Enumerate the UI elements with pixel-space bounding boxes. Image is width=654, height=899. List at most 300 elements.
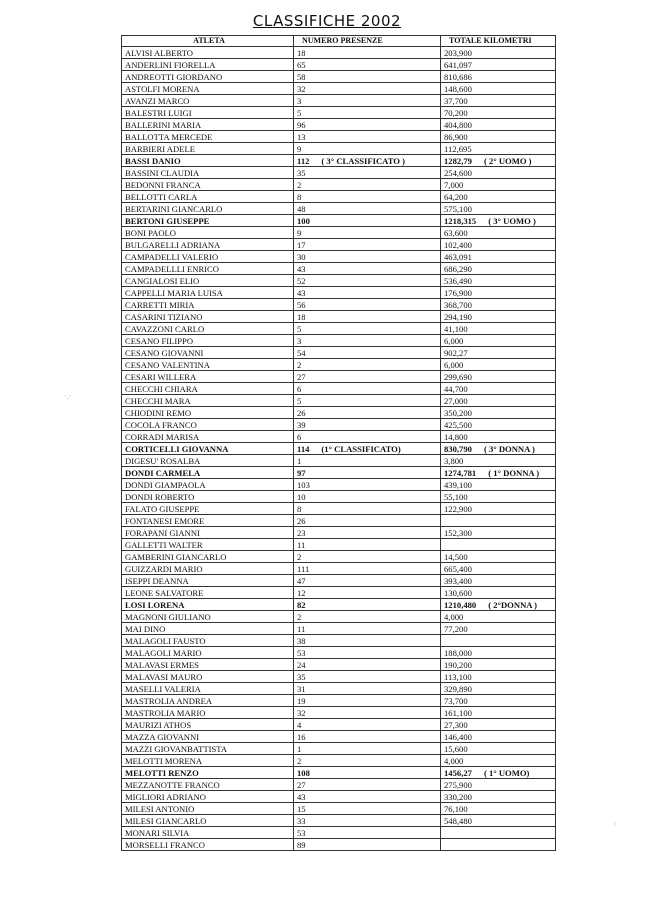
total-km: 368,700 bbox=[444, 299, 472, 310]
presence-count: 6 bbox=[297, 383, 302, 394]
total-km-cell bbox=[441, 431, 556, 443]
athlete-name: CHECCHI CHIARA bbox=[122, 383, 294, 395]
table-row bbox=[122, 383, 556, 395]
presence-count: 103 bbox=[297, 479, 310, 490]
total-km-cell bbox=[441, 575, 556, 587]
total-km: 37,700 bbox=[444, 95, 468, 106]
table-row bbox=[122, 215, 556, 227]
total-km-cell bbox=[441, 803, 556, 815]
total-km: 203,900 bbox=[444, 47, 472, 58]
table-row bbox=[122, 347, 556, 359]
presence-count-cell bbox=[294, 611, 441, 623]
total-km-cell bbox=[441, 131, 556, 143]
total-km-cell bbox=[441, 707, 556, 719]
total-km: 463,091 bbox=[444, 251, 472, 262]
table-row bbox=[122, 335, 556, 347]
total-km: 665,400 bbox=[444, 563, 472, 574]
presence-count: 6 bbox=[297, 431, 302, 442]
total-km: 112,695 bbox=[444, 143, 472, 154]
total-km: 575,100 bbox=[444, 203, 472, 214]
table-row bbox=[122, 239, 556, 251]
gender-ranking-note: ( 3° DONNA ) bbox=[483, 443, 535, 454]
presence-count: 11 bbox=[297, 623, 306, 634]
total-km: 830,790 bbox=[444, 443, 472, 454]
total-km-cell bbox=[441, 647, 556, 659]
table-row bbox=[122, 227, 556, 239]
athlete-name: BASSI DANIO bbox=[122, 155, 294, 167]
athlete-name: MELOTTI RENZO bbox=[122, 767, 294, 779]
presence-count: 2 bbox=[297, 551, 302, 562]
total-km: 254,600 bbox=[444, 167, 472, 178]
presence-count-cell bbox=[294, 287, 441, 299]
presence-count-cell bbox=[294, 107, 441, 119]
table-row bbox=[122, 707, 556, 719]
total-km: 188,000 bbox=[444, 647, 472, 658]
total-km: 86,900 bbox=[444, 131, 468, 142]
athlete-name: DONDI GIAMPAOLA bbox=[122, 479, 294, 491]
total-km: 3,800 bbox=[444, 455, 464, 466]
table-row bbox=[122, 71, 556, 83]
total-km-cell bbox=[441, 227, 556, 239]
presence-count-cell bbox=[294, 215, 441, 227]
presence-count: 53 bbox=[297, 647, 306, 658]
athlete-name: MALAGOLI FAUSTO bbox=[122, 635, 294, 647]
total-km-cell bbox=[441, 791, 556, 803]
total-km-cell bbox=[441, 491, 556, 503]
total-km: 77,200 bbox=[444, 623, 468, 634]
athlete-name: FONTANESI EMORE bbox=[122, 515, 294, 527]
total-km: 1456,27 bbox=[444, 767, 472, 778]
gender-ranking-note: ( 1° UOMO) bbox=[483, 767, 530, 778]
presence-count-cell bbox=[294, 95, 441, 107]
table-row bbox=[122, 647, 556, 659]
total-km: 44,700 bbox=[444, 383, 468, 394]
athlete-name: LOSI LORENA bbox=[122, 599, 294, 611]
presence-count: 2 bbox=[297, 611, 302, 622]
athlete-name: BARBIERI ADELE bbox=[122, 143, 294, 155]
table-row bbox=[122, 623, 556, 635]
total-km-cell bbox=[441, 815, 556, 827]
presence-count-cell bbox=[294, 131, 441, 143]
athlete-name: MALAGOLI MARIO bbox=[122, 647, 294, 659]
table-body bbox=[122, 47, 556, 851]
presence-count: 96 bbox=[297, 119, 306, 130]
total-km: 1282,79 bbox=[444, 155, 472, 166]
table-row bbox=[122, 371, 556, 383]
table-row bbox=[122, 755, 556, 767]
table-row bbox=[122, 431, 556, 443]
total-km-cell bbox=[441, 659, 556, 671]
presence-count-cell bbox=[294, 83, 441, 95]
total-km-cell bbox=[441, 203, 556, 215]
total-km: 63,600 bbox=[444, 227, 468, 238]
presence-count: 17 bbox=[297, 239, 306, 250]
scan-speck: ·.· bbox=[64, 392, 72, 401]
total-km-cell bbox=[441, 527, 556, 539]
presence-count-cell bbox=[294, 143, 441, 155]
table-row bbox=[122, 743, 556, 755]
presence-count-cell bbox=[294, 119, 441, 131]
gender-ranking-note: ( 2° UOMO ) bbox=[483, 155, 532, 166]
table-row bbox=[122, 455, 556, 467]
presence-count-cell bbox=[294, 503, 441, 515]
presence-count-cell bbox=[294, 803, 441, 815]
total-km-cell bbox=[441, 827, 556, 839]
presence-count-cell bbox=[294, 623, 441, 635]
table-row bbox=[122, 179, 556, 191]
presence-count: 11 bbox=[297, 539, 306, 550]
table-row bbox=[122, 467, 556, 479]
presence-count-cell bbox=[294, 707, 441, 719]
presence-count: 89 bbox=[297, 839, 306, 850]
total-km-cell bbox=[441, 323, 556, 335]
athlete-name: MAI DINO bbox=[122, 623, 294, 635]
presence-count: 56 bbox=[297, 299, 306, 310]
total-km: 64,200 bbox=[444, 191, 468, 202]
athlete-name: CORRADI MARISA bbox=[122, 431, 294, 443]
table-row bbox=[122, 83, 556, 95]
presence-count-cell bbox=[294, 479, 441, 491]
presence-count-cell bbox=[294, 455, 441, 467]
athlete-name: BELLOTTI CARLA bbox=[122, 191, 294, 203]
total-km: 7,000 bbox=[444, 179, 464, 190]
presence-count: 52 bbox=[297, 275, 306, 286]
total-km-cell bbox=[441, 443, 556, 455]
table-row bbox=[122, 515, 556, 527]
presence-count: 58 bbox=[297, 71, 306, 82]
athlete-name: FORAPANI GIANNI bbox=[122, 527, 294, 539]
presence-count: 9 bbox=[297, 143, 302, 154]
presence-count-cell bbox=[294, 191, 441, 203]
total-km: 810,686 bbox=[444, 71, 472, 82]
total-km-cell bbox=[441, 275, 556, 287]
table-row bbox=[122, 803, 556, 815]
presence-count: 108 bbox=[297, 767, 310, 778]
total-km-cell bbox=[441, 83, 556, 95]
table-row bbox=[122, 311, 556, 323]
total-km-cell bbox=[441, 455, 556, 467]
presence-count: 43 bbox=[297, 263, 306, 274]
table-row bbox=[122, 827, 556, 839]
athlete-name: LEONE SALVATORE bbox=[122, 587, 294, 599]
table-row bbox=[122, 683, 556, 695]
athlete-name: CESARI WILLERA bbox=[122, 371, 294, 383]
header-totale-kilometri: TOTALE KILOMETRI bbox=[441, 36, 556, 47]
total-km-cell bbox=[441, 119, 556, 131]
total-km-cell bbox=[441, 407, 556, 419]
total-km-cell bbox=[441, 671, 556, 683]
total-km-cell bbox=[441, 335, 556, 347]
total-km: 70,200 bbox=[444, 107, 468, 118]
athlete-name: BASSINI CLAUDIA bbox=[122, 167, 294, 179]
presence-count: 30 bbox=[297, 251, 306, 262]
total-km-cell bbox=[441, 395, 556, 407]
total-km-cell bbox=[441, 779, 556, 791]
total-km-cell bbox=[441, 719, 556, 731]
total-km: 152,300 bbox=[444, 527, 472, 538]
presence-count: 35 bbox=[297, 671, 306, 682]
presence-count-cell bbox=[294, 683, 441, 695]
table-row bbox=[122, 299, 556, 311]
presence-count-cell bbox=[294, 791, 441, 803]
total-km: 404,800 bbox=[444, 119, 472, 130]
athlete-name: ASTOLFI MORENA bbox=[122, 83, 294, 95]
total-km: 393,400 bbox=[444, 575, 472, 586]
header-atleta: ATLETA bbox=[122, 36, 294, 47]
athlete-name: CAVAZZONI CARLO bbox=[122, 323, 294, 335]
total-km: 113,100 bbox=[444, 671, 472, 682]
total-km: 102,400 bbox=[444, 239, 472, 250]
total-km: 146,400 bbox=[444, 731, 472, 742]
presence-count-cell bbox=[294, 239, 441, 251]
presence-count-cell bbox=[294, 515, 441, 527]
presence-count: 5 bbox=[297, 107, 302, 118]
presence-count: 12 bbox=[297, 587, 306, 598]
presence-count-cell bbox=[294, 491, 441, 503]
total-km: 76,100 bbox=[444, 803, 468, 814]
table-row bbox=[122, 527, 556, 539]
total-km-cell bbox=[441, 419, 556, 431]
athlete-name: BEDONNI FRANCA bbox=[122, 179, 294, 191]
total-km-cell bbox=[441, 191, 556, 203]
presence-count: 2 bbox=[297, 359, 302, 370]
athlete-name: MILESI GIANCARLO bbox=[122, 815, 294, 827]
athlete-name: MAURIZI ATHOS bbox=[122, 719, 294, 731]
presence-count: 39 bbox=[297, 419, 306, 430]
total-km-cell bbox=[441, 167, 556, 179]
athlete-name: MAZZI GIOVANBATTISTA bbox=[122, 743, 294, 755]
total-km: 15,600 bbox=[444, 743, 468, 754]
total-km-cell bbox=[441, 467, 556, 479]
athlete-name: BULGARELLI ADRIANA bbox=[122, 239, 294, 251]
presence-count-cell bbox=[294, 599, 441, 611]
total-km-cell bbox=[441, 239, 556, 251]
presence-count-cell bbox=[294, 839, 441, 851]
athlete-name: ANDREOTTI GIORDANO bbox=[122, 71, 294, 83]
total-km: 148,600 bbox=[444, 83, 472, 94]
presence-count-cell bbox=[294, 743, 441, 755]
table-row bbox=[122, 551, 556, 563]
athlete-name: MASELLI VALERIA bbox=[122, 683, 294, 695]
presence-count: 27 bbox=[297, 779, 306, 790]
presence-count-cell bbox=[294, 299, 441, 311]
total-km-cell bbox=[441, 635, 556, 647]
presence-count-cell bbox=[294, 371, 441, 383]
table-row bbox=[122, 491, 556, 503]
athlete-name: CAPPELLI MARIA LUISA bbox=[122, 287, 294, 299]
total-km: 4,000 bbox=[444, 755, 464, 766]
total-km-cell bbox=[441, 215, 556, 227]
presence-count-cell bbox=[294, 251, 441, 263]
total-km-cell bbox=[441, 263, 556, 275]
athlete-name: CASARINI TIZIANO bbox=[122, 311, 294, 323]
table-row bbox=[122, 191, 556, 203]
total-km-cell bbox=[441, 359, 556, 371]
presence-count: 114 bbox=[297, 443, 310, 454]
athlete-name: CAMPADELLI VALERIO bbox=[122, 251, 294, 263]
presence-count-cell bbox=[294, 575, 441, 587]
table-row bbox=[122, 659, 556, 671]
presence-count: 2 bbox=[297, 755, 302, 766]
total-km-cell bbox=[441, 347, 556, 359]
presence-count-cell bbox=[294, 395, 441, 407]
total-km: 350,200 bbox=[444, 407, 472, 418]
table-row bbox=[122, 587, 556, 599]
total-km-cell bbox=[441, 371, 556, 383]
table-row bbox=[122, 539, 556, 551]
table-row bbox=[122, 791, 556, 803]
total-km-cell bbox=[441, 731, 556, 743]
presence-count-cell bbox=[294, 311, 441, 323]
athlete-name: CANGIALOSI ELIO bbox=[122, 275, 294, 287]
presence-count: 9 bbox=[297, 227, 302, 238]
presence-count-cell bbox=[294, 695, 441, 707]
presence-count: 100 bbox=[297, 215, 310, 226]
presence-count: 8 bbox=[297, 191, 302, 202]
table-row bbox=[122, 779, 556, 791]
gender-ranking-note: ( 3° UOMO ) bbox=[488, 215, 536, 226]
presence-count-cell bbox=[294, 47, 441, 59]
total-km-cell bbox=[441, 623, 556, 635]
athlete-name: BONI PAOLO bbox=[122, 227, 294, 239]
presence-count-cell bbox=[294, 347, 441, 359]
presence-count: 53 bbox=[297, 827, 306, 838]
presence-count: 47 bbox=[297, 575, 306, 586]
total-km: 161,100 bbox=[444, 707, 472, 718]
table-row bbox=[122, 131, 556, 143]
athlete-name: MAZZA GIOVANNI bbox=[122, 731, 294, 743]
ranking-note: (1° CLASSIFICATO) bbox=[321, 443, 401, 454]
total-km: 4,000 bbox=[444, 611, 464, 622]
total-km: 425,500 bbox=[444, 419, 472, 430]
presence-count-cell bbox=[294, 275, 441, 287]
table-row bbox=[122, 407, 556, 419]
athlete-name: MORSELLI FRANCO bbox=[122, 839, 294, 851]
total-km-cell bbox=[441, 71, 556, 83]
presence-count-cell bbox=[294, 467, 441, 479]
athlete-name: CESANO GIOVANNI bbox=[122, 347, 294, 359]
total-km-cell bbox=[441, 503, 556, 515]
presence-count: 18 bbox=[297, 47, 306, 58]
total-km: 122,900 bbox=[444, 503, 472, 514]
total-km-cell bbox=[441, 767, 556, 779]
total-km: 686,290 bbox=[444, 263, 472, 274]
athlete-name: MIGLIORI ADRIANO bbox=[122, 791, 294, 803]
presence-count-cell bbox=[294, 443, 441, 455]
athlete-name: DIGESU' ROSALBA bbox=[122, 455, 294, 467]
athlete-name: ANDERLINI FIORELLA bbox=[122, 59, 294, 71]
athlete-name: BALLERINI MARIA bbox=[122, 119, 294, 131]
presence-count: 48 bbox=[297, 203, 306, 214]
athlete-name: BERTARINI GIANCARLO bbox=[122, 203, 294, 215]
athlete-name: MASTROLIA MARIO bbox=[122, 707, 294, 719]
athlete-name: MAGNONI GIULIANO bbox=[122, 611, 294, 623]
table-row bbox=[122, 719, 556, 731]
gender-ranking-note: ( 1° DONNA ) bbox=[488, 467, 540, 478]
total-km-cell bbox=[441, 683, 556, 695]
total-km-cell bbox=[441, 839, 556, 851]
total-km-cell bbox=[441, 179, 556, 191]
total-km-cell bbox=[441, 599, 556, 611]
table-row bbox=[122, 575, 556, 587]
total-km: 641,097 bbox=[444, 59, 472, 70]
total-km: 294,190 bbox=[444, 311, 472, 322]
athlete-name: CHIODINI REMO bbox=[122, 407, 294, 419]
presence-count-cell bbox=[294, 659, 441, 671]
total-km: 6,000 bbox=[444, 335, 464, 346]
total-km: 439,100 bbox=[444, 479, 472, 490]
presence-count-cell bbox=[294, 719, 441, 731]
table-row bbox=[122, 767, 556, 779]
presence-count-cell bbox=[294, 527, 441, 539]
scan-speck: ⁖ bbox=[612, 820, 617, 829]
presence-count: 15 bbox=[297, 803, 306, 814]
table-row bbox=[122, 167, 556, 179]
athlete-name: BERTONI GIUSEPPE bbox=[122, 215, 294, 227]
total-km: 902,27 bbox=[444, 347, 468, 358]
presence-count: 82 bbox=[297, 599, 306, 610]
total-km: 73,700 bbox=[444, 695, 468, 706]
table-row bbox=[122, 479, 556, 491]
presence-count: 5 bbox=[297, 323, 302, 334]
athlete-name: BALESTRI LUIGI bbox=[122, 107, 294, 119]
athlete-name: COCOLA FRANCO bbox=[122, 419, 294, 431]
table-row bbox=[122, 503, 556, 515]
total-km-cell bbox=[441, 311, 556, 323]
presence-count: 10 bbox=[297, 491, 306, 502]
total-km-cell bbox=[441, 287, 556, 299]
total-km: 27,300 bbox=[444, 719, 468, 730]
total-km-cell bbox=[441, 743, 556, 755]
total-km: 41,100 bbox=[444, 323, 468, 334]
table-row bbox=[122, 263, 556, 275]
presence-count-cell bbox=[294, 587, 441, 599]
page-title: CLASSIFICHE 2002 bbox=[252, 12, 402, 30]
total-km: 190,200 bbox=[444, 659, 472, 670]
presence-count: 13 bbox=[297, 131, 306, 142]
presence-count: 1 bbox=[297, 743, 302, 754]
total-km-cell bbox=[441, 479, 556, 491]
table-row bbox=[122, 47, 556, 59]
total-km: 27,000 bbox=[444, 395, 468, 406]
presence-count-cell bbox=[294, 359, 441, 371]
presence-count: 27 bbox=[297, 371, 306, 382]
total-km: 299,690 bbox=[444, 371, 472, 382]
presence-count-cell bbox=[294, 671, 441, 683]
total-km-cell bbox=[441, 695, 556, 707]
presence-count: 32 bbox=[297, 707, 306, 718]
total-km: 329,890 bbox=[444, 683, 472, 694]
athlete-name: ALVISI ALBERTO bbox=[122, 47, 294, 59]
athlete-name: ISEPPI DEANNA bbox=[122, 575, 294, 587]
presence-count-cell bbox=[294, 407, 441, 419]
total-km-cell bbox=[441, 299, 556, 311]
total-km: 55,100 bbox=[444, 491, 468, 502]
total-km-cell bbox=[441, 47, 556, 59]
athlete-name: MEZZANOTTE FRANCO bbox=[122, 779, 294, 791]
presence-count-cell bbox=[294, 419, 441, 431]
total-km-cell bbox=[441, 551, 556, 563]
presence-count-cell bbox=[294, 551, 441, 563]
table-row bbox=[122, 275, 556, 287]
total-km: 14,500 bbox=[444, 551, 468, 562]
table-row bbox=[122, 119, 556, 131]
total-km-cell bbox=[441, 59, 556, 71]
athlete-name: MONARI SILVIA bbox=[122, 827, 294, 839]
presence-count: 4 bbox=[297, 719, 302, 730]
total-km-cell bbox=[441, 755, 556, 767]
presence-count-cell bbox=[294, 827, 441, 839]
